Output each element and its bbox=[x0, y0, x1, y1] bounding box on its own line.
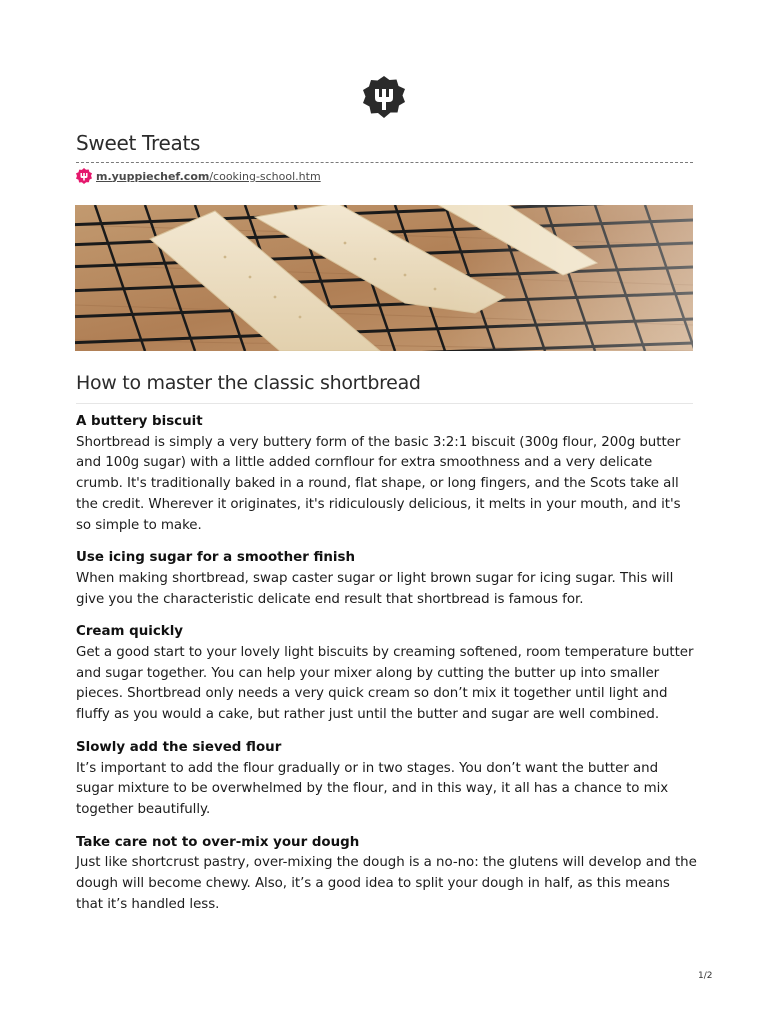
title-divider bbox=[76, 162, 693, 163]
yuppiechef-favicon-icon bbox=[76, 168, 92, 184]
source-domain: m.yuppiechef.com bbox=[96, 169, 210, 183]
page-number: 1/2 bbox=[698, 971, 713, 981]
article-body bbox=[76, 412, 698, 927]
section-heading: Take care not to over-mix your dough bbox=[76, 834, 360, 850]
article-divider bbox=[76, 403, 693, 404]
section-body: Just like shortcrust pastry, over-mixing the dough is a no-no: the glutens will develop and the dough will become chewy. Also, it’s a good idea to split your dough in half, as this means that it’s handled less. bbox=[76, 855, 697, 912]
section-body: When making shortbread, swap caster sugar or light brown sugar for icing sugar. This will give you the characteristic delicate end result that shortbread is famous for. bbox=[76, 570, 674, 607]
page-title: Sweet Treats bbox=[76, 131, 201, 155]
section-sieved-flour bbox=[76, 738, 698, 821]
source-link[interactable] bbox=[96, 170, 321, 183]
section-cream-quickly bbox=[76, 622, 698, 726]
section-icing-sugar bbox=[76, 548, 698, 610]
hero-illustration bbox=[75, 205, 693, 351]
section-heading: A buttery biscuit bbox=[76, 414, 203, 429]
section-buttery-biscuit bbox=[76, 412, 698, 536]
section-body: Shortbread is simply a very buttery form of the basic 3:2:1 biscuit (300g flour, 200g butter and 100g sugar) with a little added cornflour for extra smoothness and a very delicate crumb. It's traditionally baked in a round, flat shape, or long fingers, and the Scots take all the credit. Wherever it originates, it's ridiculously delicious, it melts in your mouth, and it's so simple to make. bbox=[76, 434, 681, 533]
section-over-mix bbox=[76, 833, 698, 916]
section-body: Get a good start to your lovely light biscuits by creaming softened, room temperature butter and sugar together. You can help your mixer along by cutting the butter up into smaller pieces. Shortbread only needs a very quick cream so don’t mix it together until light and fluffy as you would a cake, but rather just until the butter and sugar are well combined. bbox=[76, 645, 694, 723]
section-heading: Cream quickly bbox=[76, 624, 184, 640]
source-path: /cooking-school.htm bbox=[209, 169, 321, 183]
article-title: How to master the classic shortbread bbox=[76, 372, 421, 394]
source-url[interactable] bbox=[76, 168, 321, 184]
section-heading: Use icing sugar for a smoother finish bbox=[76, 550, 356, 566]
section-heading: Slowly add the sieved flour bbox=[76, 739, 282, 755]
yuppiechef-logo-icon bbox=[362, 75, 406, 119]
shortbread-on-cooling-rack-image bbox=[75, 205, 693, 351]
section-body: It’s important to add the flour gradually or in two stages. You don’t want the butter and sugar mixture to be overwhelmed by the flour, and in this way, it all has a chance to mix together beautifully. bbox=[76, 760, 669, 817]
